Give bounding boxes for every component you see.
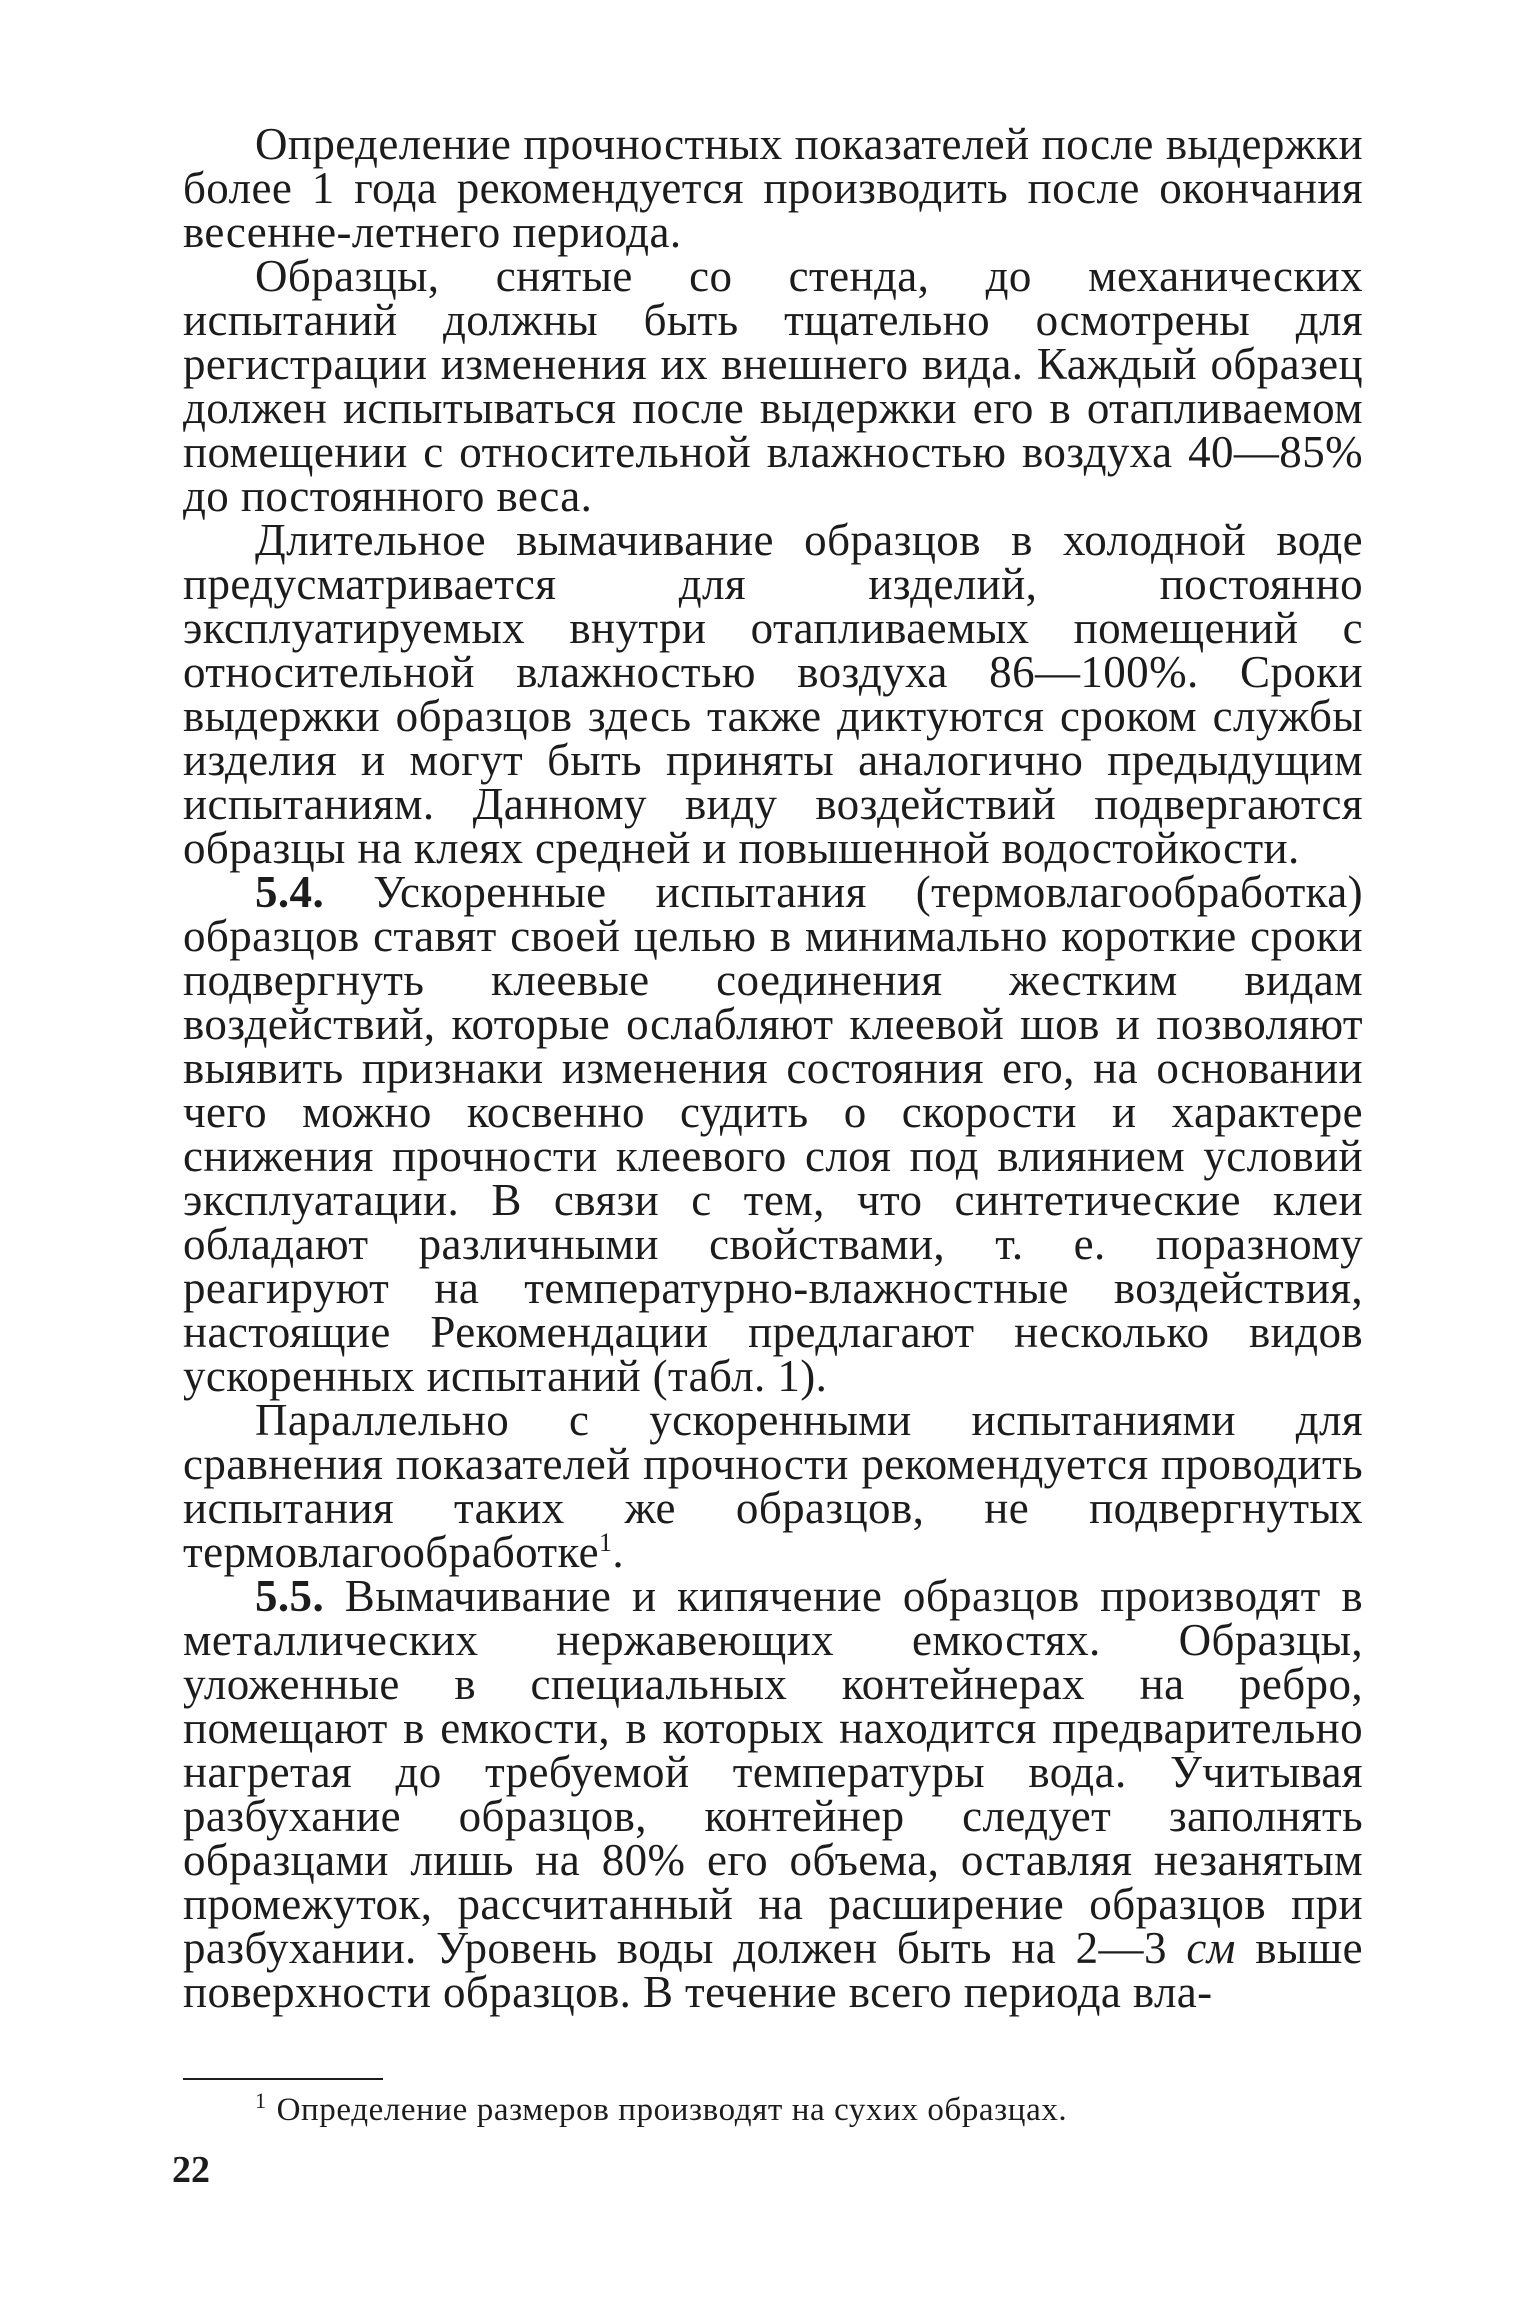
paragraph-text: Ускоренные испытания (термовлагообработка) образцов ставят своей целью в минимально короткие сроки подвергнуть клеевые соединения жестким видам воздействий, которые ослабляют клеевой шов и позволяют выявить признаки изменения состояния его, на основании чего можно косвенно судить о скорости и характере снижения прочности клеевого слоя под влиянием условий эксплуатации. В связи с тем, что синтетические клеи обладают различными свойствами, т. е. поразному реагируют на температурно-влажностные воздействия, настоящие Рекомендации предлагают несколько видов ускоренных испытаний (табл. 1).	[183, 867, 1363, 1401]
paragraph-specimen-inspection	[183, 251, 1363, 521]
paragraph-text: Вымачивание и кипячение образцов производят в металлических нержавеющих емкостях. Образцы, уложенные в специальных контейнерах на ребро, помещают в емкости, в которых находится предварительно нагретая до требуемой температуры вода. Учитывая разбухание образцов, контейнер следует заполнять образцами лишь на 80% его объема, оставляя незанятым промежуток, рассчитанный на расширение образцов при разбухании. Уровень воды должен быть на 2—3	[183, 1571, 1363, 1973]
paragraph-text: Длительное вымачивание образцов в холодной воде предусматривается для изделий, постоянно эксплуатируемых внутри отапливаемых помещений с относительной влажностью воздуха 86—100%. Сроки выдержки образцов здесь также диктуются сроком службы изделия и могут быть приняты аналогично предыдущим испытаниям. Данному виду воздействий подвергаются образцы на клеях средней и повышенной водостойкости.	[183, 515, 1363, 873]
page-number: 22	[172, 2149, 210, 2191]
section-number: 5.5.	[255, 1571, 325, 1621]
paragraph-text: Параллельно с ускоренными испытаниями для сравнения показателей прочности рекомендуется проводить испытания таких же образцов, не подвергнутых термовлагообработке	[183, 1395, 1363, 1577]
paragraph-tail: .	[612, 1527, 625, 1577]
paragraph-text: Образцы, снятые со стенда, до механических испытаний должны быть тщательно осмотрены для регистрации изменения их внешнего вида. Каждый образец должен испытываться после выдержки его в отапливаемом помещении с относительной влажностью воздуха 40—85% до постоянного веса.	[183, 251, 1363, 521]
paragraph-strength-timing	[183, 119, 1363, 257]
page-body	[183, 119, 1363, 2017]
paragraph-text: Определение прочностных показателей после выдержки более 1 года рекомендуется производить после окончания весенне-летнего периода.	[183, 119, 1363, 257]
paragraph-cold-water-soaking	[183, 515, 1363, 873]
paragraph-parallel-tests	[183, 1395, 1363, 1577]
section-5-5	[183, 1571, 1363, 2017]
unit-text: см	[1186, 1923, 1236, 1973]
footnote	[255, 2090, 1355, 2130]
section-5-4	[183, 867, 1363, 1401]
footnote-divider	[183, 2078, 383, 2080]
footnote-reference: 1	[599, 1528, 613, 1557]
section-number: 5.4.	[255, 867, 325, 917]
footnote-mark: 1	[255, 2088, 267, 2113]
paragraph-tail: выше поверхности образцов. В течение всего периода вла-	[183, 1923, 1363, 2017]
footnote-text: Определение размеров производят на сухих образцах.	[276, 2092, 1068, 2128]
